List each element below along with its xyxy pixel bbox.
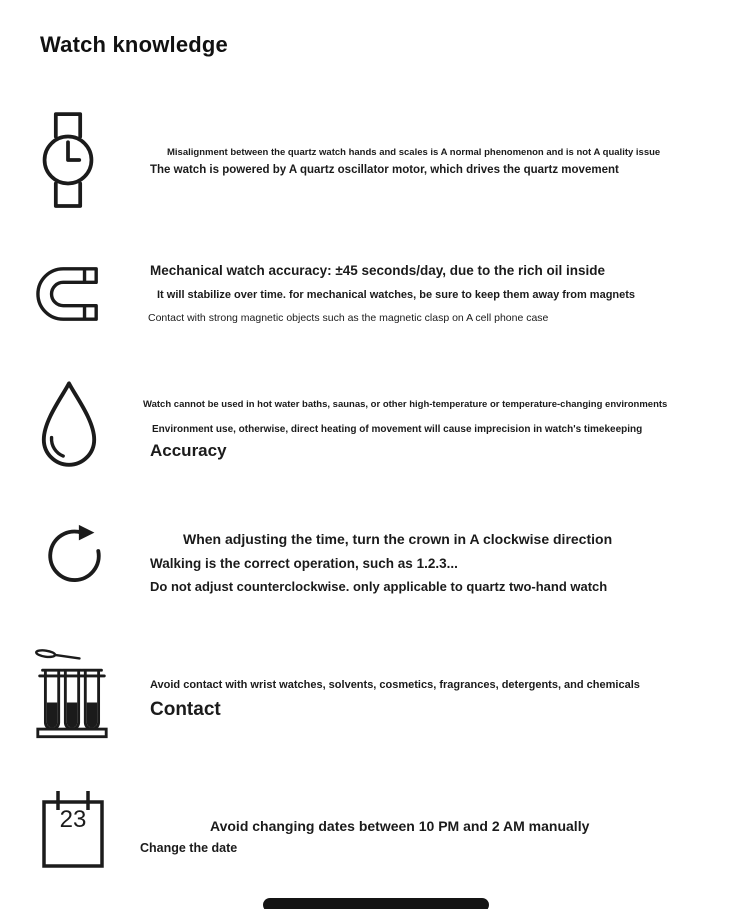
temperature-body-text: Environment use, otherwise, direct heating of movement will cause imprecision in watch's timekeeping bbox=[152, 424, 643, 435]
magnet-note-text: Contact with strong magnetic objects such as the magnetic clasp on A cell phone case bbox=[148, 312, 549, 324]
magnet-headline-text: Mechanical watch accuracy: ±45 seconds/day, due to the rich oil inside bbox=[150, 263, 606, 278]
change-date-label: Change the date bbox=[140, 841, 238, 855]
water-drop-icon bbox=[38, 377, 100, 475]
magnet-icon bbox=[36, 262, 102, 326]
quartz-body-text: The watch is powered by A quartz oscillator motor, which drives the quartz movement bbox=[150, 164, 619, 176]
calendar-icon: 23 bbox=[40, 788, 106, 870]
accuracy-label: Accuracy bbox=[150, 441, 227, 460]
page-title: Watch knowledge bbox=[40, 32, 228, 57]
adjustment-body-text: Walking is the correct operation, such as 1.2.3... bbox=[150, 556, 458, 571]
home-indicator-bar bbox=[263, 898, 489, 909]
contact-label: Contact bbox=[150, 699, 221, 720]
rotate-clockwise-icon bbox=[42, 520, 108, 588]
test-tubes-icon bbox=[34, 643, 110, 743]
chemicals-note-text: Avoid contact with wrist watches, solvents, cosmetics, fragrances, detergents, and chemicals bbox=[150, 679, 640, 691]
date-headline-text: Avoid changing dates between 10 PM and 2 AM manually bbox=[210, 818, 590, 834]
wristwatch-icon bbox=[38, 110, 98, 210]
adjustment-note-text: Do not adjust counterclockwise. only applicable to quartz two-hand watch bbox=[150, 579, 608, 594]
adjustment-headline-text: When adjusting the time, turn the crown in A clockwise direction bbox=[183, 531, 613, 547]
quartz-note-text: Misalignment between the quartz watch hands and scales is A normal phenomenon and is not A quality issue bbox=[167, 147, 661, 158]
temperature-note-text: Watch cannot be used in hot water baths, saunas, or other high-temperature or temperature-changing environments bbox=[143, 399, 668, 410]
magnet-body-text: It will stabilize over time. for mechanical watches, be sure to keep them away from magnets bbox=[157, 289, 636, 301]
